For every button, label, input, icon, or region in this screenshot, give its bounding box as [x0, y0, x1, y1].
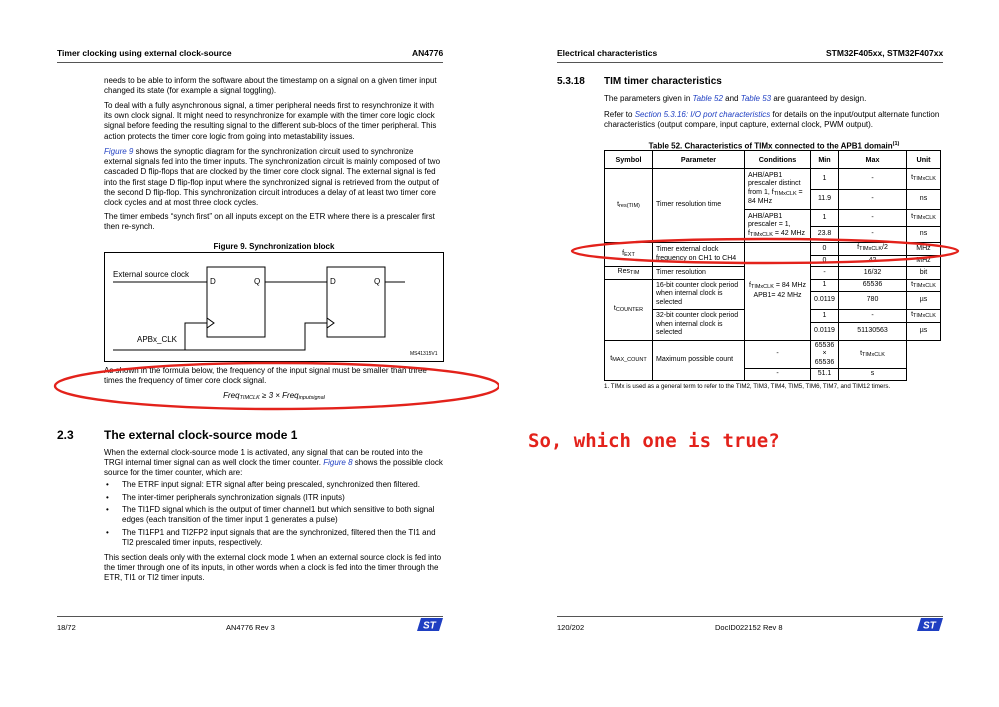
right-para-1: The parameters given in Table 52 and Table 53 are guaranteed by design. — [604, 94, 867, 103]
col-conditions: Conditions — [745, 151, 811, 169]
col-min: Min — [811, 151, 839, 169]
left-red-ellipse — [0, 0, 499, 707]
right-footer-page: 120/202 — [557, 623, 585, 632]
table-row: 0 42 MHz — [605, 255, 941, 267]
apb-clk-label: APBx_CLK — [137, 335, 178, 344]
param-c32: 32-bit counter clock period when internal clock is selected — [653, 310, 745, 341]
frequency-formula: FreqTIMCLK ≥ 3 × Freqinputsignal — [223, 391, 325, 401]
left-para-6: When the external clock-source mode 1 is activated, any signal that can be routed into the TRGI internal timer signal can as well clock the timer counter. Figure 8 shows the possible clock source for the timer counter, which are: — [104, 448, 443, 478]
left-page — [0, 0, 499, 707]
right-header-title: Electrical characteristics — [557, 48, 658, 58]
table-row: 0.0119 51130563 µs — [605, 322, 941, 340]
table-row: - 51.1 s — [605, 369, 941, 381]
section-number: 2.3 — [57, 428, 74, 442]
left-para-3: Figure 9 shows the synoptic diagram for the synchronization circuit used to synchronize external signals fed into the timer inputs. The synchronization circuit is mainly composed of two cascaded D flip-flops that are clocked by the timer core clock signal. The external signal is fed into the first stage D flip-flop input where the synchronized signal is retrieved from the output of the second D flip-flop. This synchronization circuit introduces a delay of at least two timer core clock cycles and at most three clock cycles. — [104, 147, 441, 208]
left-para-4: The timer embeds “synch first” on all inputs except on the ETR where there is a prescaler first then re-synch. — [104, 212, 435, 232]
ms-code: MS41315V1 — [410, 351, 438, 357]
bullet-4: • The TI1FP1 and TI2FP2 input signals that are the synchronized, filtered then the TI1 and TI2 prescaled timer inputs, respectively. — [106, 528, 436, 548]
left-para-7: This section deals only with the external clock mode 1 when an external source clock is fed into the timer through one of its inputs, in other words when a clock is fed into the timer through the ETR, TI1 or TI2 timer inputs. — [104, 553, 442, 583]
cond-shared: fTIMxCLK = 84 MHz APB1= 42 MHz — [745, 243, 811, 341]
ff1-d-label: D — [210, 277, 216, 286]
right-para-2: Refer to Section 5.3.16: I/O port characteristics for details on the input/output alternate function characteristics (output compare, input capture, external clock, PWM output). — [604, 110, 940, 130]
param-c16: 16-bit counter clock period when internal clock is selected — [653, 279, 745, 310]
annotation-question: So, which one is true? — [528, 430, 780, 452]
cond-1: AHB/APB1 prescaler distinct from 1, fTIMxCLK = 84 MHz — [745, 169, 811, 210]
left-header-doc: AN4776 — [412, 48, 444, 58]
table-row: 23.8 - ns — [605, 227, 941, 243]
left-footer-page: 18/72 — [57, 623, 76, 632]
ff2-q-label: Q — [374, 277, 381, 286]
table-row: 11.9 - ns — [605, 190, 941, 210]
st-logo-icon — [417, 618, 443, 631]
right-section-number: 5.3.18 — [557, 76, 585, 87]
svg-text:ST: ST — [923, 620, 936, 631]
table-row: tCOUNTER 16-bit counter clock period when internal clock is selected 1 65536 tTIMxCLK — [605, 279, 941, 292]
table-footnote: 1. TIMx is used as a general term to refer to the TIM2, TIM3, TIM4, TIM5, TIM6, TIM7, and TIM12 timers. — [604, 383, 891, 390]
table-row: 32-bit counter clock period when internal clock is selected 1 - tTIMxCLK — [605, 310, 941, 323]
right-header-doc: STM32F405xx, STM32F407xx — [826, 48, 944, 58]
table-row: AHB/APB1 prescaler = 1, fTIMxCLK = 42 MHz 1 - tTIMxCLK — [605, 210, 941, 227]
left-para-5: As shown in the formula below, the frequency of the input signal must be smaller than three times the frequency of timer core clock signal. — [104, 366, 427, 386]
section-title: The external clock-source mode 1 — [104, 428, 298, 442]
sym-max: tMAX_COUNT — [605, 340, 653, 380]
left-footer-doc: AN4776 Rev 3 — [226, 623, 275, 632]
cond-2: AHB/APB1 prescaler = 1, fTIMxCLK = 42 MHz — [745, 210, 811, 243]
svg-text:ST: ST — [423, 620, 436, 631]
left-footer-rule — [57, 616, 443, 617]
left-para-1: needs to be able to inform the software about the timestamp on a signal on a given timer input changed its state (for example a signal toggling). — [104, 76, 437, 96]
param-tres: Timer resolution time — [653, 169, 745, 243]
right-section-title: TIM timer characteristics — [604, 76, 722, 87]
sym-fext: fEXT — [605, 243, 653, 267]
bullet-2: • The inter-timer peripherals synchronization signals (ITR inputs) — [106, 493, 345, 502]
ff2-d-label: D — [330, 277, 336, 286]
table-row: tMAX_COUNT Maximum possible count - 65536 × 65536 tTIMxCLK — [605, 340, 941, 369]
param-res: Timer resolution — [653, 267, 745, 280]
right-footer-doc: DocID022152 Rev 8 — [715, 623, 783, 632]
sym-res: ResTIM — [605, 267, 653, 280]
table-row: tres(TIM) Timer resolution time AHB/APB1 prescaler distinct from 1, fTIMxCLK = 84 MHz 1 - tTIMxCLK — [605, 169, 941, 190]
col-parameter: Parameter — [653, 151, 745, 169]
sym-tres: tres(TIM) — [605, 169, 653, 243]
right-header-rule — [557, 62, 943, 63]
col-symbol: Symbol — [605, 151, 653, 169]
param-fext: Timer external clock frequency on CH1 to CH4 — [653, 243, 745, 267]
sym-counter: tCOUNTER — [605, 279, 653, 340]
table-row: ResTIM Timer resolution - 16/32 bit — [605, 267, 941, 280]
table-title: Table 52. Characteristics of TIMx connected to the APB1 domain$^{(1)}$ — [648, 141, 900, 151]
left-header-title: Timer clocking using external clock-source — [57, 48, 232, 58]
table-header-row — [605, 151, 941, 169]
figure-9-link[interactable]: Figure 9 — [104, 147, 134, 156]
figure-title: Figure 9. Synchronization block — [213, 242, 335, 251]
timer-characteristics-table — [604, 150, 941, 381]
figure-8-link[interactable]: Figure 8 — [323, 458, 353, 468]
bullet-3: • The TI1FD signal which is the output of timer channel1 but which sensitive to both signal edges (each transition of the timer input 1 generates a pulse) — [106, 505, 435, 525]
bullet-1: • The ETRF input signal: ETR signal after being prescaled, synchronized then filtered. — [106, 480, 420, 489]
col-unit: Unit — [907, 151, 941, 169]
table-53-link[interactable]: Table 53 — [740, 94, 772, 103]
table-row: 0.0119 780 µs — [605, 292, 941, 310]
section-5316-link[interactable]: Section 5.3.16: I/O port characteristics — [634, 110, 771, 119]
st-logo-icon-right — [917, 618, 943, 631]
ff1-q-label: Q — [254, 277, 261, 286]
table-row: fEXT Timer external clock frequency on CH1 to CH4 fTIMxCLK = 84 MHz APB1= 42 MHz 0 fTIMxCLK/2 MHz — [605, 243, 941, 256]
right-footer-rule — [557, 616, 943, 617]
left-para-2: To deal with a fully asynchronous signal, a timer peripheral needs first to resynchronize it with its own clock signal. It might need to resynchronize for example with the timer core logic clock signal before feeding the resulting signal to the different sub-blocs of the timer peripheral. This action protects the timer core logic from going into metastability issues. — [104, 101, 437, 141]
table-52-link[interactable]: Table 52 — [692, 94, 723, 103]
ext-source-label: External source clock — [113, 270, 190, 279]
param-max: Maximum possible count — [653, 340, 745, 380]
col-max: Max — [839, 151, 907, 169]
